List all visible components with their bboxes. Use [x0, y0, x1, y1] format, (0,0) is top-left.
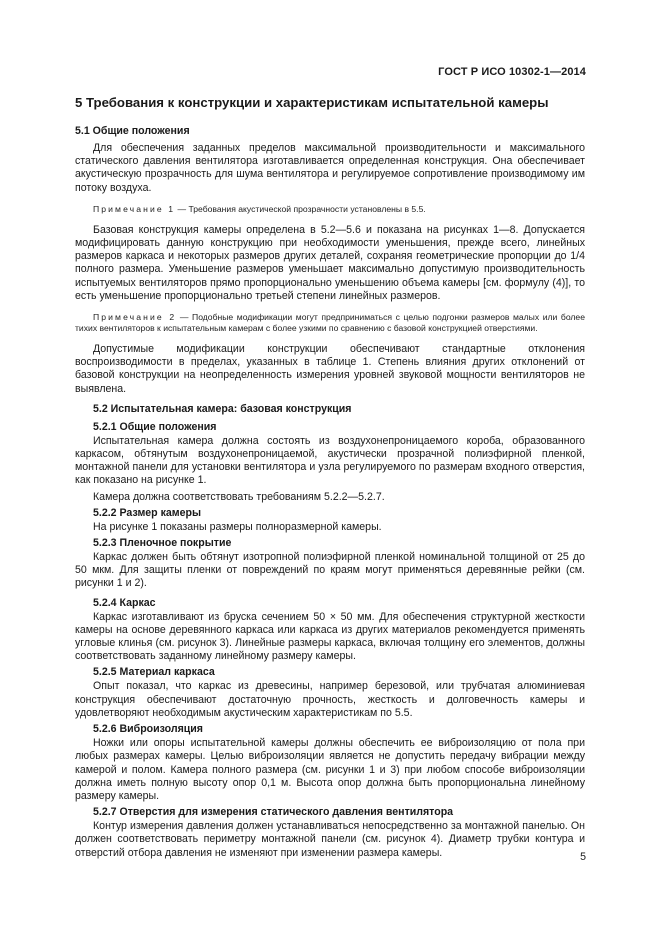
note-1-lead: Примечание 1 [93, 203, 176, 214]
subsection-5-2-title: 5.2 Испытательная камера: базовая конструкция [93, 402, 352, 415]
clause-5-2-1-title: 5.2.1 Общие положения [93, 420, 217, 433]
paragraph-5-2-6: Ножки или опоры испытательной камеры должны обеспечить ее виброизоляцию от пола при любых размерах камеры. Целью виброизоляции является не допустить передачу вибрации между камерой и полом. Камера полного размера (см. рисунки 1 и 3) при любом способе виброизоляции должна иметь полную высоту опор 0,1 м. Высота опор должна быть пропорциональна линейному размеру камеры. [75, 737, 585, 802]
paragraph-5-2-3: Каркас должен быть обтянут изотропной полиэфирной пленкой номинальной толщиной от 25 до 50 мкм. Для защиты пленки от повреждений по краям могут применяться деревянные рейки (см. рисунки 1 и 2). [75, 551, 585, 590]
standard-code-header: ГОСТ Р ИСО 10302-1—2014 [438, 66, 586, 78]
paragraph-5-1-3: Допустимые модификации конструкции обеспечивают стандартные отклонения воспроизводимости в пределах, указанных в таблице 1. Степень влияния других отклонений от базовой конструкции на неопределенность измерения уровней звуковой мощности вентиляторов не выявлена. [75, 343, 585, 395]
note-2-text: — Подобные модификации могут предприниматься с целью подгонки размеров малых или более тихих вентиляторов к испытательным камерам с более узкими по сравнению с базовой конструкцией отверстиями. [75, 312, 585, 334]
paragraph-5-1-1: Для обеспечения заданных пределов максимальной производительности и максимального статического давления вентилятора изготавливается определенная конструкция. Она обеспечивает акустическую прозрачность для шума вентилятора и регулируемое сопротивление производимому им потоку воздуха. [75, 142, 585, 194]
paragraph-5-2-1-2: Камера должна соответствовать требованиям 5.2.2—5.2.7. [93, 490, 385, 503]
section-title: 5 Требования к конструкции и характеристикам испытательной камеры [75, 95, 549, 110]
note-1 [75, 204, 585, 215]
paragraph-5-2-7: Контур измерения давления должен устанавливаться непосредственно за монтажной панелью. Он должен соответствовать периметру монтажной панели (см. рисунок 4). Диаметр трубки контура и отверстий отбора давления не изменяют при изменении размера камеры. [75, 820, 585, 859]
page-number: 5 [580, 851, 586, 863]
clause-5-2-3-title: 5.2.3 Пленочное покрытие [93, 537, 232, 550]
subsection-5-1-title: 5.1 Общие положения [75, 125, 190, 137]
note-2-lead: Примечание 2 [93, 312, 177, 323]
paragraph-5-1-2: Базовая конструкция камеры определена в 5.2—5.6 и показана на рисунках 1—8. Допускается модифицировать данную конструкцию при необходимости уменьшения, прежде всего, линейных размеров каркаса и некоторых размеров других деталей, сохраняя геометрические пропорции до 1/4 полного размера. Уменьшение размеров уменьшает максимально допустимую производительность испытуемых вентиляторов прямо пропорционально уменьшению объема камеры [см. формулу (4)], то есть уменьшение пропорционально третьей степени линейных размеров. [75, 223, 585, 302]
clause-5-2-4-title: 5.2.4 Каркас [93, 596, 156, 609]
page-content [75, 95, 585, 860]
clause-5-2-7-title: 5.2.7 Отверстия для измерения статического давления вентилятора [93, 806, 454, 819]
clause-5-2-2-title: 5.2.2 Размер камеры [93, 506, 202, 519]
paragraph-5-2-5: Опыт показал, что каркас из древесины, например березовой, или трубчатая алюминиевая конструкция обеспечивают достаточную прочность, жесткость и долговечность камеры и удовлетворяют необходимым акустическим характеристикам по 5.5. [75, 680, 585, 719]
paragraph-5-2-1-1: Испытательная камера должна состоять из воздухонепроницаемого короба, образованного каркасом, обтянутым воздухонепроницаемой, акустически прозрачной полиэфирной пленкой, монтажной панели для установки вентилятора и узла регулируемого по размерам входного отверстия, как показано на рисунке 1. [75, 434, 585, 487]
note-2 [75, 312, 585, 334]
paragraph-5-2-4: Каркас изготавливают из бруска сечением 50 × 50 мм. Для обеспечения структурной жесткости камеры на основе деревянного каркаса или каркаса из других материалов рекомендуется применять угловые клинья (см. рисунок 3). Линейные размеры каркаса, включая толщину его элементов, должны соответствовать заданному линейному размеру камеры. [75, 610, 585, 663]
note-1-text: — Требования акустической прозрачности установлены в 5.5. [175, 203, 426, 214]
clause-5-2-6-title: 5.2.6 Виброизоляция [93, 723, 203, 736]
clause-5-2-5-title: 5.2.5 Материал каркаса [93, 666, 215, 679]
paragraph-5-2-2: На рисунке 1 показаны размеры полноразмерной камеры. [93, 520, 382, 533]
